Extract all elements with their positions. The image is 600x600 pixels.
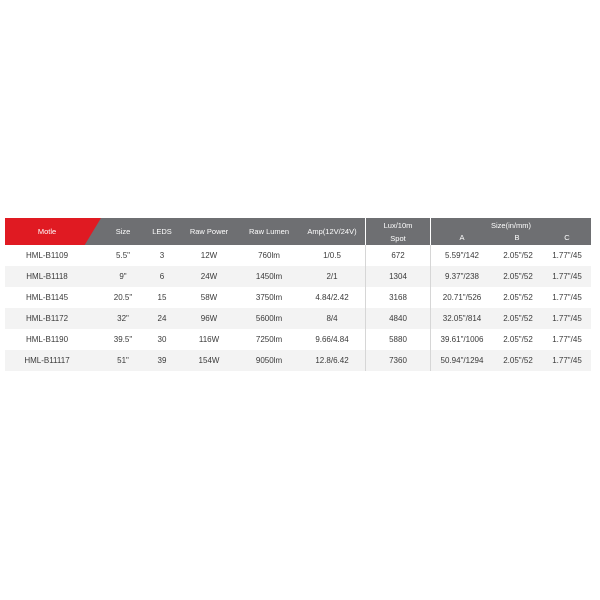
header-size-block bbox=[431, 218, 591, 245]
cell-power: 96W bbox=[200, 314, 218, 323]
table-header bbox=[5, 218, 591, 245]
cell-power: 116W bbox=[198, 335, 220, 344]
cell-c: 1.77"/45 bbox=[552, 356, 582, 365]
header-lux-line1: Lux/10m bbox=[383, 220, 413, 230]
header-col-b: B bbox=[514, 233, 520, 242]
cell-leds: 24 bbox=[157, 314, 167, 323]
cell-amp: 8/4 bbox=[326, 314, 338, 323]
cell-b: 2.05"/52 bbox=[503, 251, 533, 260]
cell-power: 58W bbox=[200, 293, 218, 302]
cell-lumen: 1450lm bbox=[255, 272, 283, 281]
table-row bbox=[5, 350, 591, 371]
cell-size: 51" bbox=[117, 356, 129, 365]
cell-a: 32.05"/814 bbox=[442, 314, 482, 323]
cell-lumen: 3750lm bbox=[255, 293, 283, 302]
cell-a: 50.94"/1294 bbox=[440, 356, 484, 365]
cell-leds: 39 bbox=[157, 356, 167, 365]
cell-leds: 30 bbox=[157, 335, 167, 344]
header-amp: Amp(12V/24V) bbox=[307, 227, 357, 236]
cell-leds: 6 bbox=[159, 272, 165, 281]
cell-c: 1.77"/45 bbox=[552, 314, 582, 323]
cell-size: 39.5" bbox=[113, 335, 133, 344]
cell-amp: 2/1 bbox=[326, 272, 338, 281]
cell-lux: 672 bbox=[391, 251, 405, 260]
cell-lux: 4840 bbox=[389, 314, 407, 323]
header-lux-line2: Spot bbox=[390, 233, 406, 243]
header-col-c: C bbox=[564, 233, 570, 242]
cell-model: HML-B1145 bbox=[25, 293, 69, 302]
table-body bbox=[5, 245, 591, 371]
cell-amp: 1/0.5 bbox=[323, 251, 341, 260]
cell-model: HML-B1118 bbox=[26, 272, 68, 281]
cell-a: 20.71"/526 bbox=[442, 293, 482, 302]
cell-model: HML-B1172 bbox=[25, 314, 69, 323]
cell-size: 32" bbox=[117, 314, 129, 323]
cell-power: 154W bbox=[198, 356, 220, 365]
cell-a: 39.61"/1006 bbox=[440, 335, 484, 344]
cell-c: 1.77"/45 bbox=[552, 272, 582, 281]
spec-table bbox=[5, 218, 591, 371]
header-size-mm: Size(in/mm) bbox=[490, 221, 531, 230]
header-col-a: A bbox=[459, 233, 465, 242]
cell-lux: 7360 bbox=[389, 356, 407, 365]
cell-size: 9" bbox=[119, 272, 127, 281]
cell-lumen: 5600lm bbox=[255, 314, 283, 323]
cell-a: 5.59"/142 bbox=[445, 251, 479, 260]
header-leds: LEDS bbox=[152, 227, 172, 236]
header-raw-lumen: Raw Lumen bbox=[248, 227, 290, 236]
cell-b: 2.05"/52 bbox=[503, 272, 533, 281]
cell-b: 2.05"/52 bbox=[503, 314, 533, 323]
cell-amp: 4.84/2.42 bbox=[315, 293, 349, 302]
cell-size: 5.5" bbox=[116, 251, 130, 260]
column-divider bbox=[430, 245, 431, 371]
cell-model: HML-B11117 bbox=[24, 356, 70, 365]
cell-c: 1.77"/45 bbox=[552, 335, 582, 344]
header-raw-power: Raw Power bbox=[189, 227, 229, 236]
cell-model: HML-B1190 bbox=[25, 335, 69, 344]
header-size: Size bbox=[115, 227, 131, 236]
cell-leds: 15 bbox=[157, 293, 167, 302]
table-row bbox=[5, 329, 591, 350]
cell-c: 1.77"/45 bbox=[552, 293, 582, 302]
cell-b: 2.05"/52 bbox=[503, 356, 533, 365]
cell-amp: 9.66/4.84 bbox=[315, 335, 349, 344]
header-lux bbox=[366, 218, 430, 245]
cell-c: 1.77"/45 bbox=[552, 251, 582, 260]
cell-leds: 3 bbox=[159, 251, 165, 260]
cell-lumen: 7250lm bbox=[255, 335, 283, 344]
cell-amp: 12.8/6.42 bbox=[315, 356, 349, 365]
cell-lux: 5880 bbox=[389, 335, 407, 344]
cell-lux: 1304 bbox=[389, 272, 407, 281]
cell-a: 9.37"/238 bbox=[445, 272, 479, 281]
column-divider bbox=[365, 245, 366, 371]
cell-lumen: 760lm bbox=[258, 251, 280, 260]
header-model: Motle bbox=[37, 227, 57, 236]
cell-power: 12W bbox=[200, 251, 218, 260]
table-row bbox=[5, 245, 591, 266]
table-row bbox=[5, 308, 591, 329]
table-row bbox=[5, 287, 591, 308]
cell-b: 2.05"/52 bbox=[503, 335, 533, 344]
table-row bbox=[5, 266, 591, 287]
cell-lumen: 9050lm bbox=[255, 356, 283, 365]
cell-b: 2.05"/52 bbox=[503, 293, 533, 302]
cell-lux: 3168 bbox=[389, 293, 407, 302]
cell-model: HML-B1109 bbox=[25, 251, 69, 260]
cell-power: 24W bbox=[200, 272, 218, 281]
cell-size: 20.5" bbox=[113, 293, 133, 302]
